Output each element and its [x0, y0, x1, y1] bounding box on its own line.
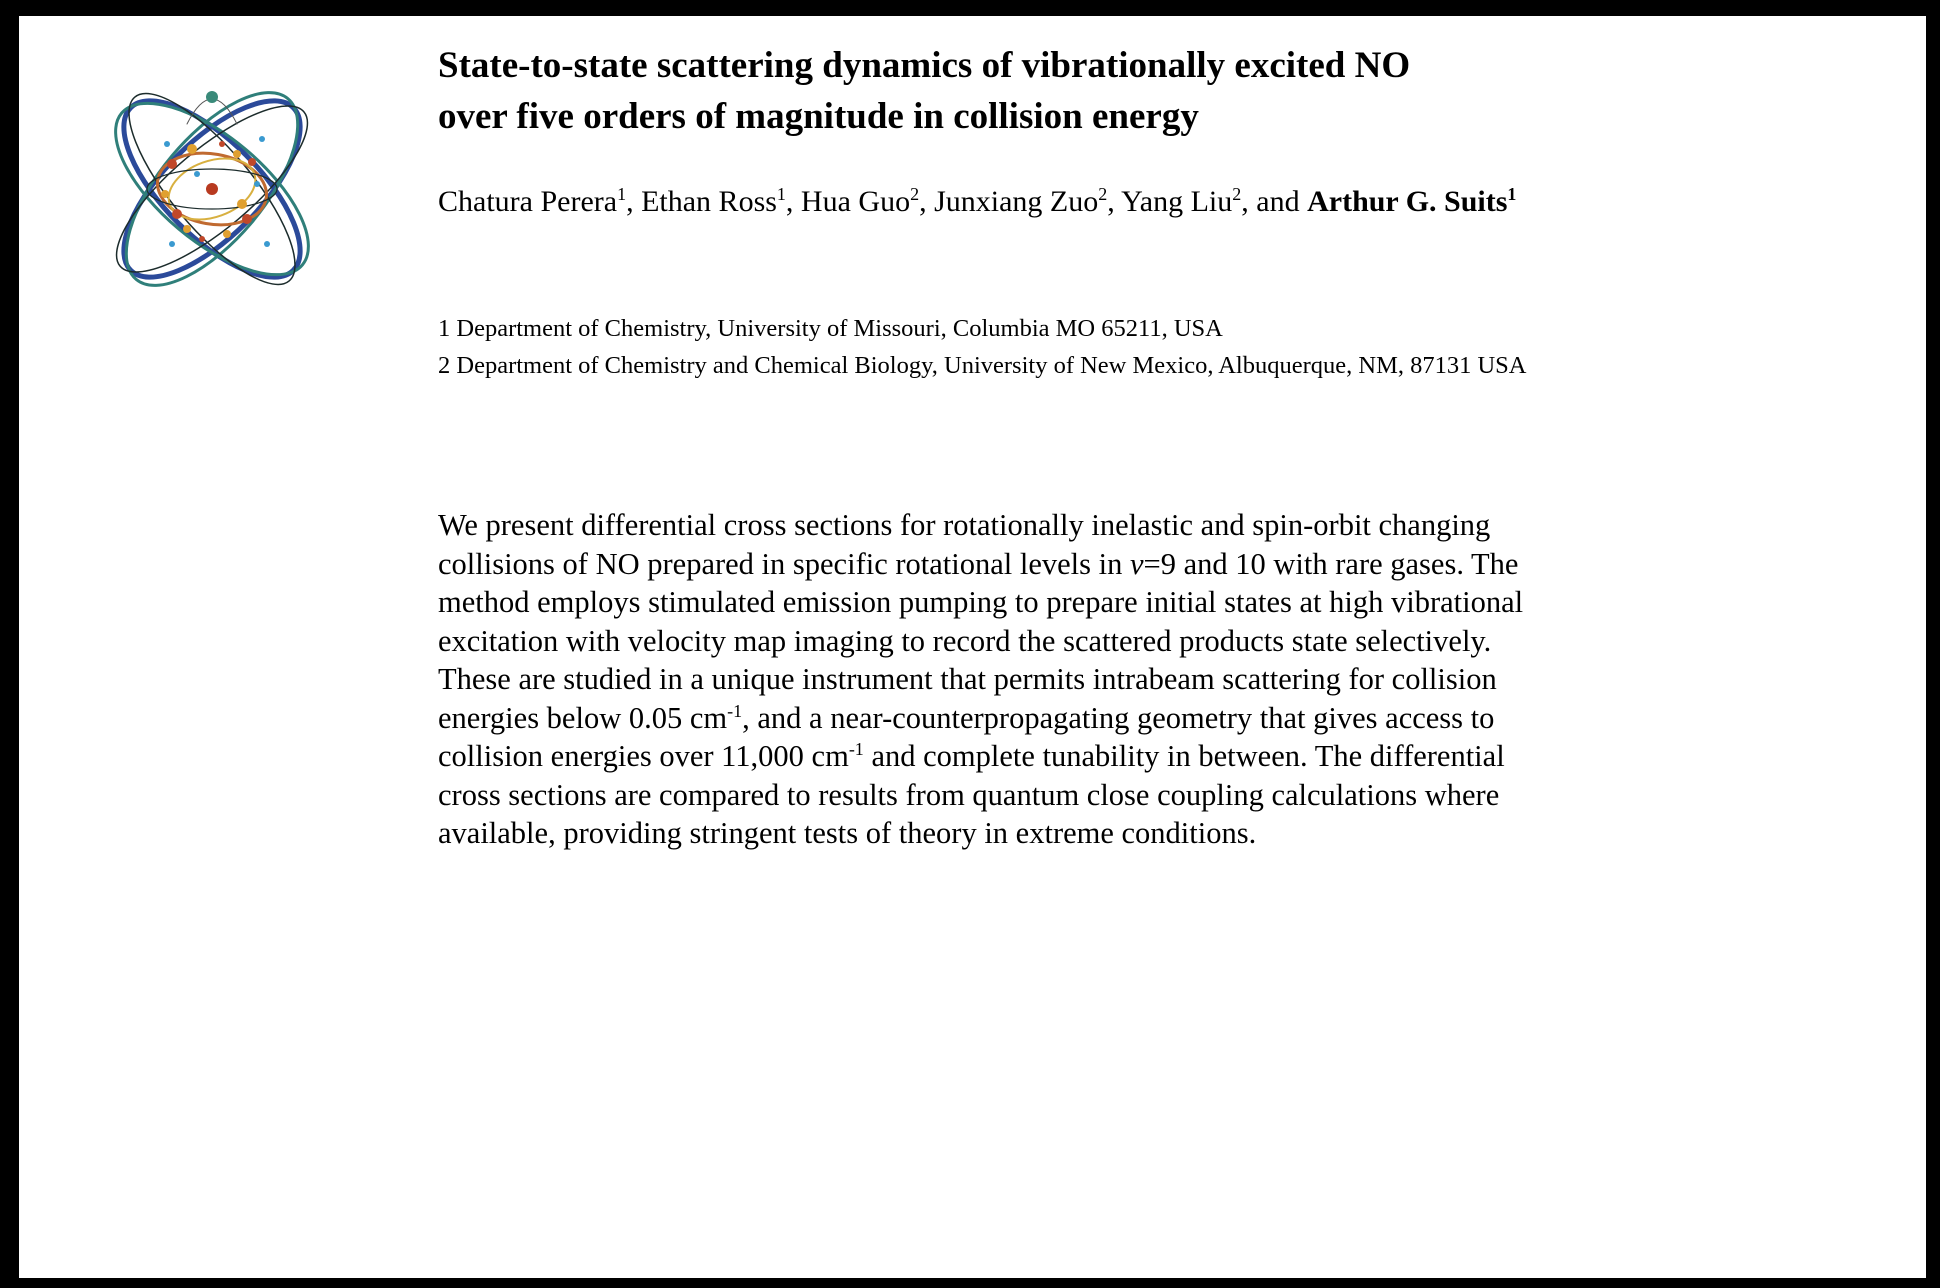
vibrational-quantum-number: v: [1129, 546, 1144, 581]
page: [19, 16, 1926, 1278]
author-list: Chatura Perera$^1$, Ethan Ross$^1$, Hua Guo$^2$, Junxiang Zuo$^2$, Yang Liu$^2$, and Arthur G. Suits$^1$: [438, 184, 1517, 218]
title-line-1: State-to-state scattering dynamics of vibrationally excited NO: [438, 45, 1411, 86]
author: Chatura Perera$^1$: [438, 184, 627, 218]
title-line-2: over five orders of magnitude in collision energy: [438, 96, 1199, 137]
author: Ethan Ross$^1$: [641, 184, 786, 218]
author: Junxiang Zuo$^2$: [934, 184, 1108, 218]
author: Yang Liu$^2$: [1121, 184, 1242, 218]
corresponding-author: Arthur G. Suits$^1$: [1307, 184, 1517, 218]
author: Hua Guo$^2$: [800, 184, 920, 218]
affiliations: [438, 312, 1558, 386]
affiliation-2: 2 Department of Chemistry and Chemical Biology, University of New Mexico, Albuquerque, NM, 87131 USA: [438, 352, 1527, 379]
atom-orbitals-logo-icon: [77, 44, 347, 334]
paper-title: [438, 40, 1588, 142]
abstract: We present differential cross sections for rotationally inelastic and spin-orbit changing collisions of NO prepared in specific rotational levels in v=9 and 10 with rare gases. The method employs stimulated emission pumping to prepare initial states at high vibrational excitation with velocity map imaging to record the scattered products state selectively. These are studied in a unique instrument that permits intrabeam scattering for collision energies below 0.05 $cm^{-1}$, and a near-counterpropagating geometry that gives access to collision energies over 11,000 $cm^{-1}$ and complete tunability in between. The differential cross sections are compared to results from quantum close coupling calculations where available, providing stringent tests of theory in extreme conditions.: [438, 508, 1524, 850]
affiliation-1: 1 Department of Chemistry, University of Missouri, Columbia MO 65211, USA: [438, 315, 1223, 342]
